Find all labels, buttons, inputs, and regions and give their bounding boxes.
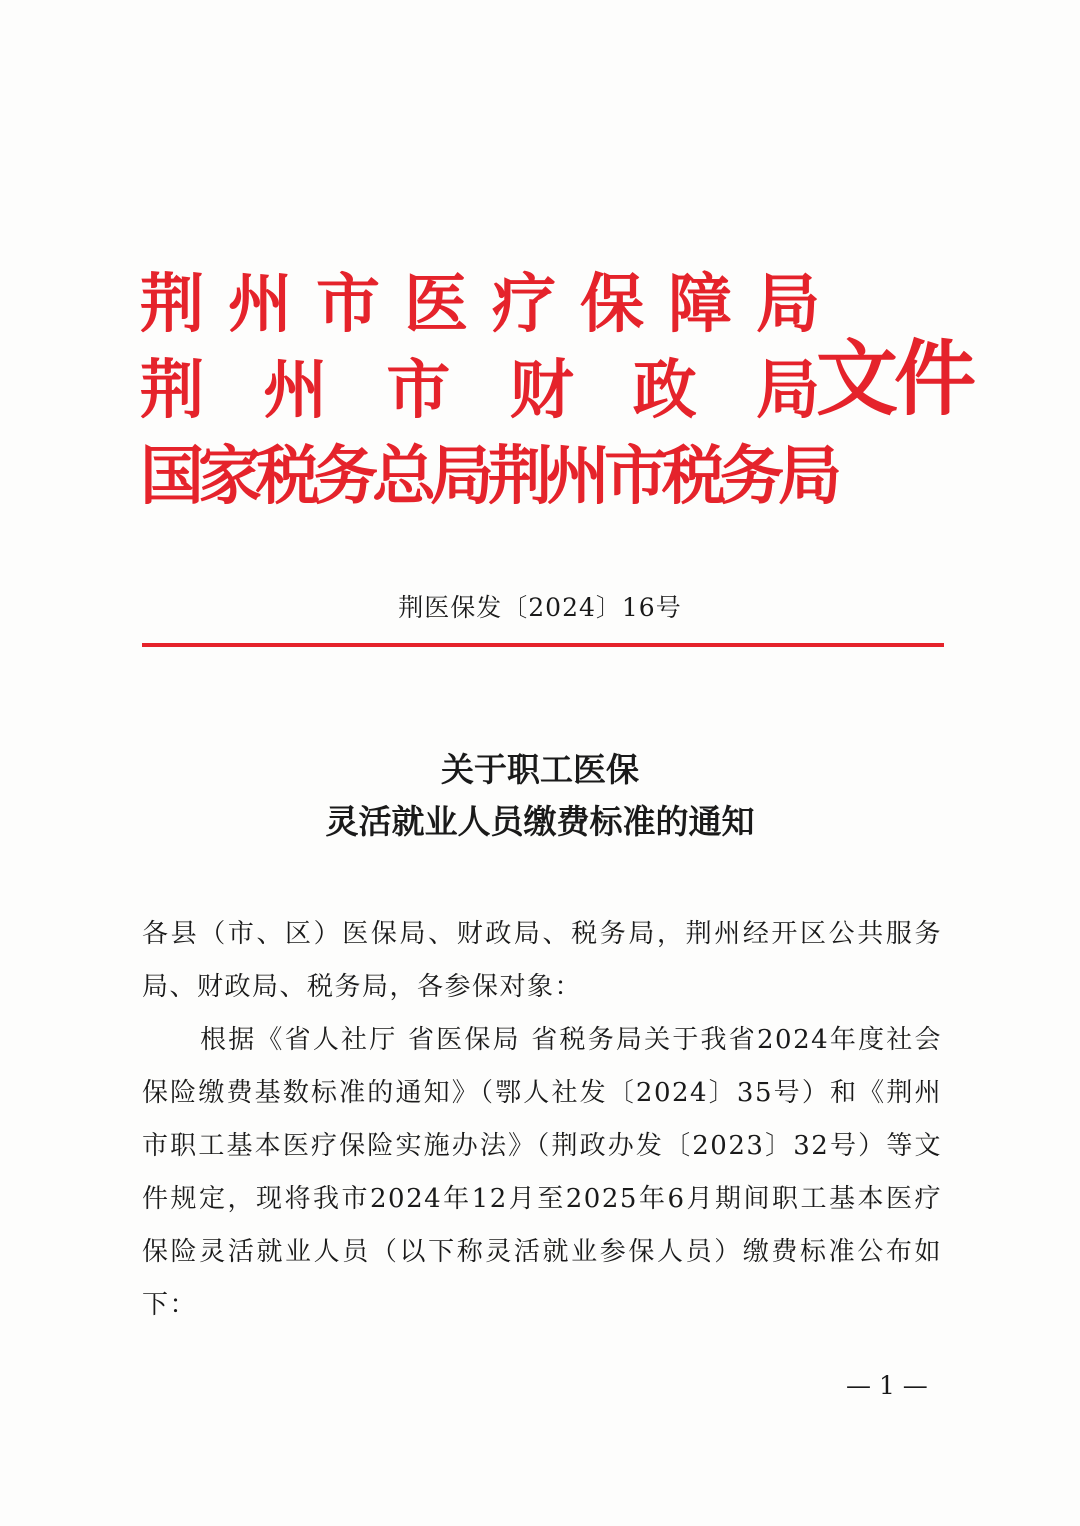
issuer-char: 州	[263, 354, 328, 428]
addressee: 各县（市、区）医保局、财政局、税务局，荆州经开区公共服务局、财政局、税务局，各参保对象：	[142, 919, 942, 1002]
issuer-text: 国家税务总局荆州市税务局	[140, 440, 836, 514]
issuer-char: 政	[632, 354, 697, 428]
notice-title	[0, 744, 1080, 848]
issuer-char: 市	[386, 354, 451, 428]
body-paragraph: 根据《省人社厅 省医保局 省税务局关于我省2024年度社会保险缴费基数标准的通知》（鄂人社发〔2024〕35号）和《荆州市职工基本医疗保险实施办法》（荆政办发〔2023〕32号）等文件规定，现将我市2024年12月至2025年6月期间职工基本医疗保险灵活就业人员（以下称灵活就业参保人员）缴费标准公布如下：	[142, 1025, 942, 1320]
issuer-tax-bureau	[140, 434, 836, 520]
issuing-authorities	[140, 262, 836, 520]
issuer-char: 局	[756, 268, 820, 342]
issuer-char: 疗	[492, 268, 556, 342]
title-line-1: 关于职工医保	[441, 750, 639, 789]
page-number: — 1 —	[846, 1371, 928, 1400]
issuer-char: 州	[228, 268, 292, 342]
document-number: 荆医保发〔2024〕16号	[398, 593, 682, 622]
issuer-char: 医	[404, 268, 468, 342]
issuer-char: 障	[668, 268, 732, 342]
issuer-char: 荆	[140, 354, 204, 428]
title-line-2: 灵活就业人员缴费标准的通知	[325, 802, 755, 841]
red-divider-line	[142, 643, 944, 647]
issuer-char: 市	[316, 268, 380, 342]
notice-body	[142, 908, 942, 1332]
issuer-medical-security-bureau	[140, 262, 820, 348]
document-type-label: 文件	[816, 332, 973, 427]
issuer-char: 局	[755, 354, 820, 428]
issuer-char: 财	[509, 354, 574, 428]
issuer-finance-bureau	[140, 348, 820, 434]
issuer-char: 保	[580, 268, 644, 342]
issuer-char: 荆	[140, 268, 204, 342]
